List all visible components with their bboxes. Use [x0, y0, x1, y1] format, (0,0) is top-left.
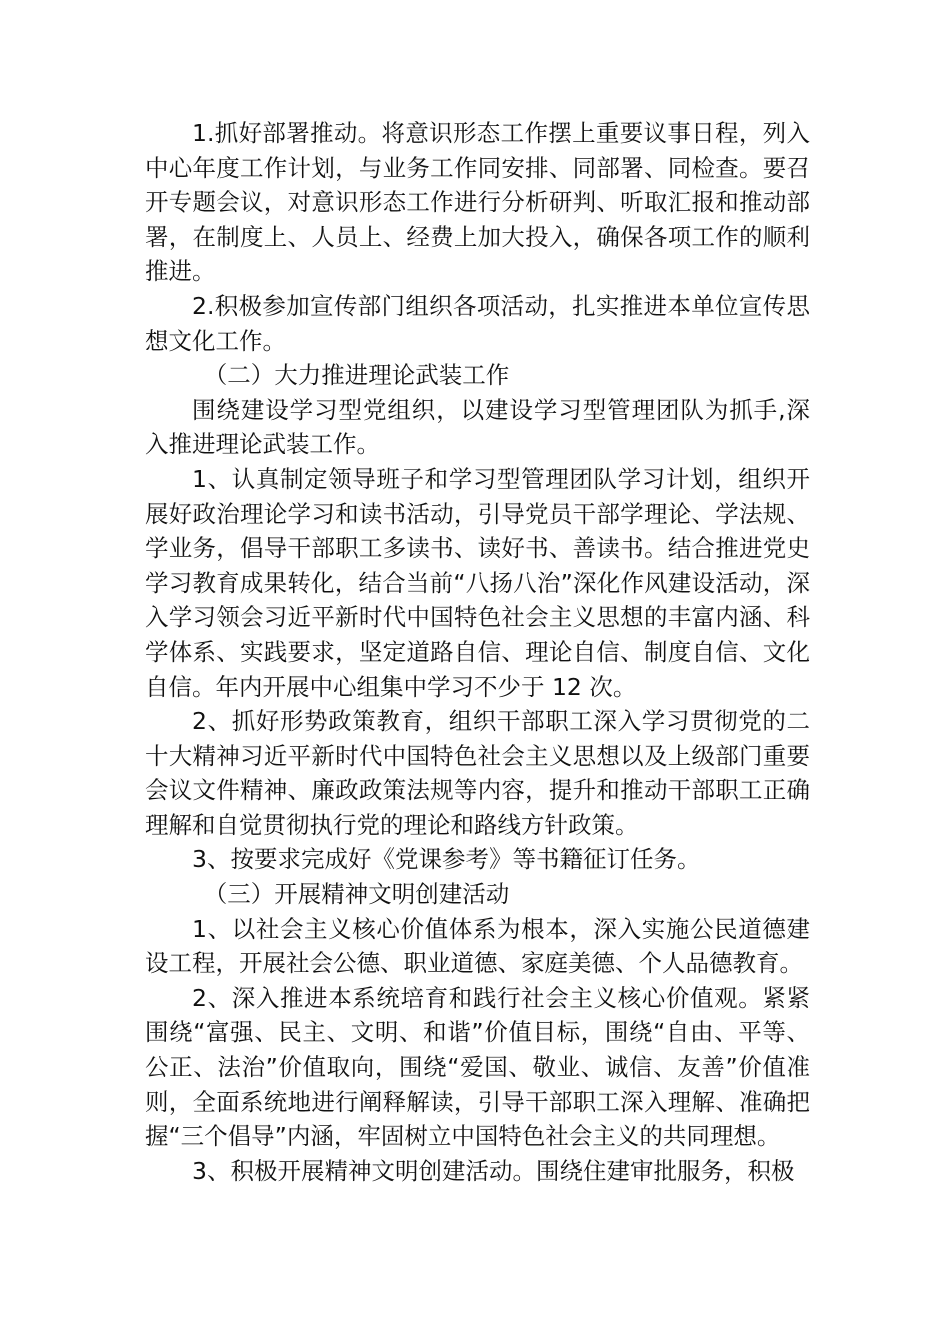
- paragraph-deploy: 1.抓好部署推动。将意识形态工作摆上重要议事日程，列入中心年度工作计划，与业务工作同安排、同部署、同检查。要召开专题会议，对意识形态工作进行分析研判、听取汇报和推动部署，在制度上、人员上、经费上加大投入，确保各项工作的顺利推进。: [145, 119, 810, 286]
- paragraph-policy-education: 2、抓好形势政策教育，组织干部职工深入学习贯彻党的二十大精神习近平新时代中国特色社会主义思想以及上级部门重要会议文件精神、廉政政策法规等内容，提升和推动干部职工正确理解和自觉贯彻执行党的理论和路线方针政策。: [145, 707, 810, 839]
- section-heading-theory: （二）大力推进理论武装工作: [203, 361, 510, 390]
- paragraph-core-values-practice: 2、深入推进本系统培育和践行社会主义核心价值观。紧紧围绕“富强、民主、文明、和谐”价值目标，围绕“自由、平等、公正、法治”价值取向，围绕“爱国、敬业、诚信、友善”价值准则，全面系统地进行阐释解读，引导干部职工深入理解、准确把握“三个倡导”内涵，牢固树立中国特色社会主义的共同理想。: [145, 983, 810, 1151]
- paragraph-theory-intro: 围绕建设学习型党组织，以建设学习型管理团队为抓手,深入推进理论武装工作。: [145, 395, 810, 459]
- paragraph-core-values-system: 1、以社会主义核心价值体系为根本，深入实施公民道德建设工程，开展社会公德、职业道德、家庭美德、个人品德教育。: [145, 914, 810, 978]
- paragraph-study-plan: 1、认真制定领导班子和学习型管理团队学习计划，组织开展好政治理论学习和读书活动，引导党员干部学理论、学法规、学业务，倡导干部职工多读书、读好书、善读书。结合推进党史学习教育成果转化，结合当前“八扬八治”深化作风建设活动，深入学习领会习近平新时代中国特色社会主义思想的丰富内涵、科学体系、实践要求，坚定道路自信、理论自信、制度自信、文化自信。年内开展中心组集中学习不少于 12 次。: [145, 464, 810, 701]
- paragraph-book-subscription: 3、按要求完成好《党课参考》等书籍征订任务。: [192, 845, 701, 874]
- paragraph-civilization-activities: 3、积极开展精神文明创建活动。围绕住建审批服务，积极: [192, 1156, 795, 1185]
- section-heading-civilization: （三）开展精神文明创建活动: [203, 880, 510, 909]
- document-page: [145, 116, 810, 1188]
- paragraph-propaganda: 2.积极参加宣传部门组织各项活动，扎实推进本单位宣传思想文化工作。: [145, 291, 810, 355]
